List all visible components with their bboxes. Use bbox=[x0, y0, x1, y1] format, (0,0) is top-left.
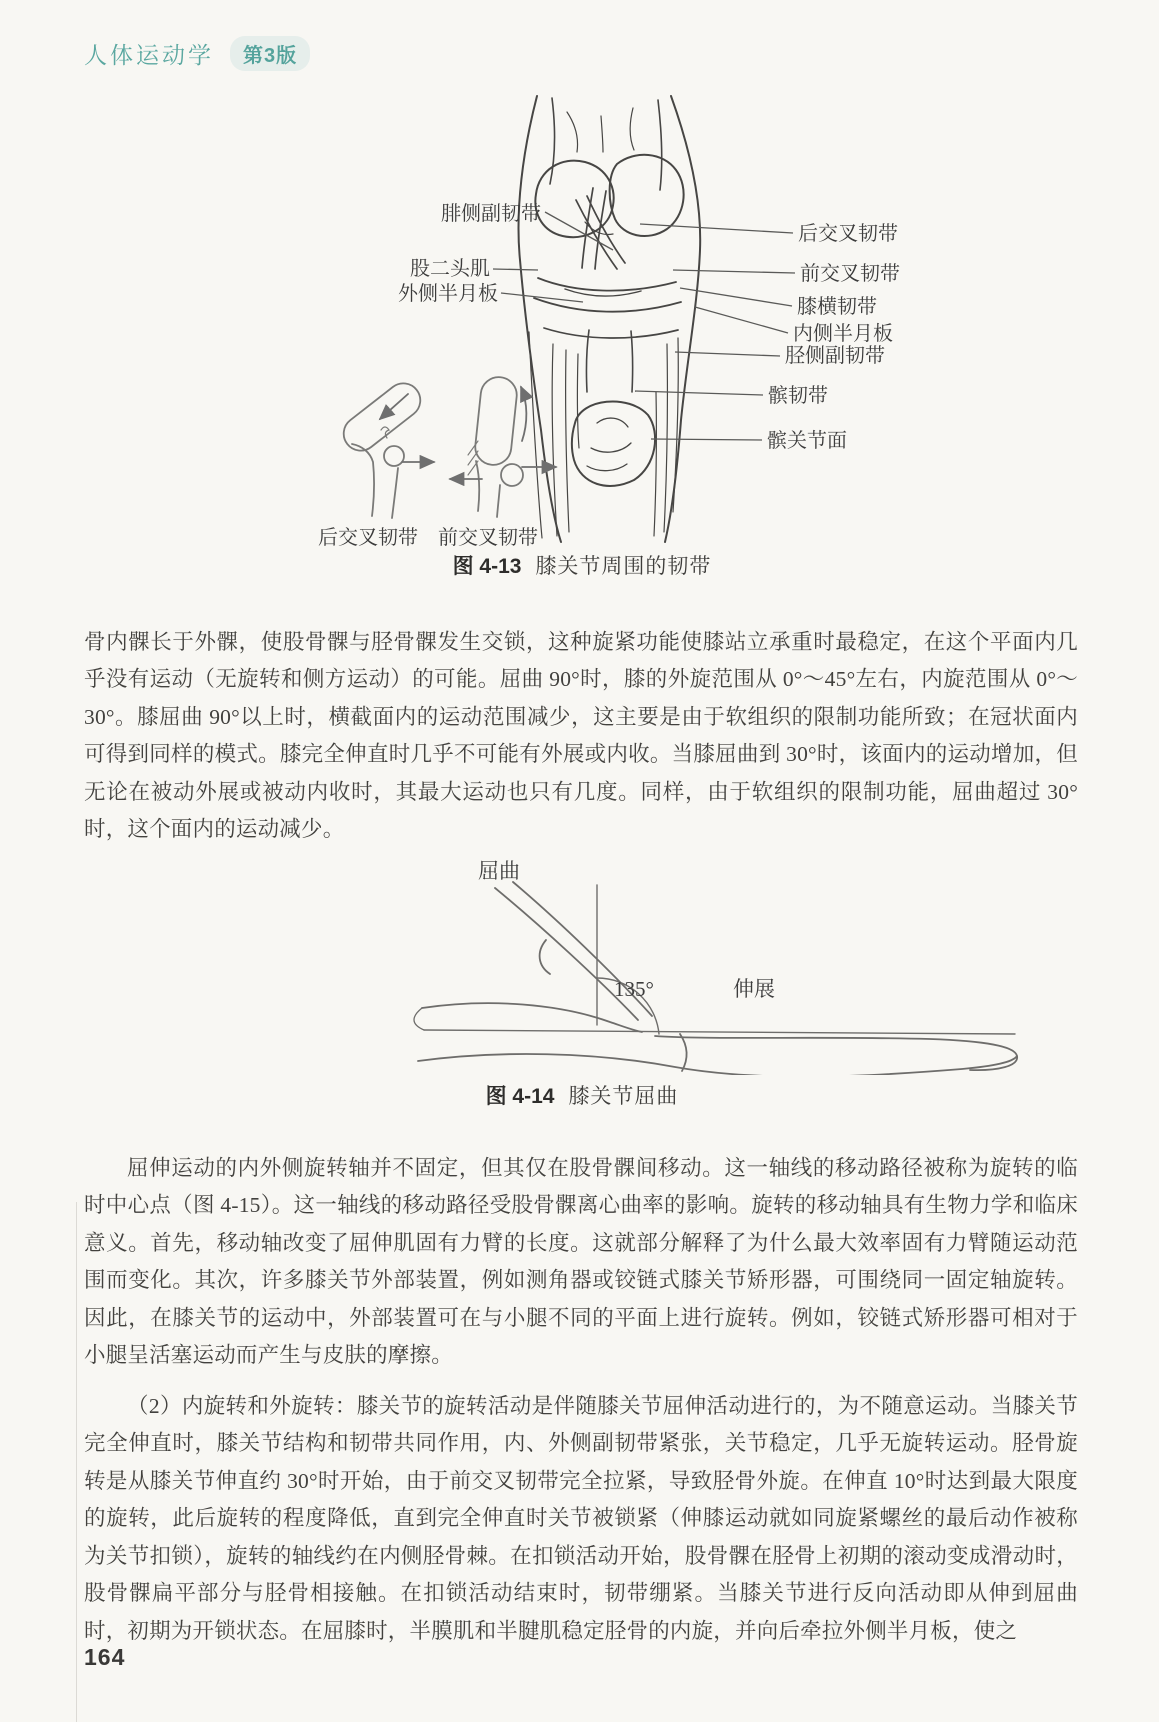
figure-4-14-number: 图 4-14 bbox=[485, 1085, 555, 1108]
paragraph-1: 骨内髁长于外髁，使股骨髁与胫骨髁发生交锁，这种旋紧功能使膝站立承重时最稳定，在这个平面内几乎没有运动（无旋转和侧方运动）的可能。屈曲 90°时，膝的外旋范围从 0°～45°左右，内旋范围从 0°～30°。膝屈曲 90°以上时，横截面内的运动范围减少，这主要是由于软组织的限制功能所致；在冠状面内可得到同样的模式。膝完全伸直时几乎不可能有外展或内收。当膝屈曲到 30°时，该面内的运动增加，但无论在被动外展或被动内收时，其最大运动也只有几度。同样，由于软组织的限制功能，屈曲超过 30°时，这个面内的运动减少。 bbox=[84, 629, 1078, 842]
figure-4-13-number: 图 4-13 bbox=[452, 555, 522, 578]
inset-posterior-cruciate-drawing bbox=[337, 377, 434, 518]
page-number: 164 bbox=[84, 1644, 126, 1670]
label-biceps-femoris: 股二头肌 bbox=[410, 258, 490, 280]
anatomy-labels bbox=[398, 202, 900, 452]
angle-value-label: 135° bbox=[614, 977, 654, 1001]
inset-anterior-cruciate-drawing bbox=[450, 375, 556, 517]
paragraph-3: （2）内旋转和外旋转：膝关节的旋转活动是伴随膝关节屈伸活动进行的，为不随意运动。当膝关节完全伸直时，膝关节结构和韧带共同作用，内、外侧副韧带紧张，关节稳定，几乎无旋转运动。胫骨旋转是从膝关节伸直约 30°时开始，由于前交叉韧带完全拉紧，导致胫骨外旋。在伸直 10°时达到最大限度的旋转，此后旋转的程度降低，直到完全伸直时关节被锁紧（伸膝运动就如同旋紧螺丝的最后动作被称为关节扣锁），旋转的轴线约在内侧胫骨棘。在扣锁活动开始，股骨髁在胫骨上初期的滚动变成滑动时，股骨髁扁平部分与胫骨相接触。在扣锁活动结束时，韧带绷紧。当膝关节进行反向活动即从伸到屈曲时，初期为开锁状态。在屈膝时，半膜肌和半腱肌稳定胫骨的内旋，并向后牵拉外侧半月板，使之 bbox=[84, 1393, 1078, 1644]
knee-flexion-figure bbox=[370, 840, 1040, 1075]
label-posterior-cruciate: 后交叉韧带 bbox=[798, 223, 898, 245]
label-fibular-collateral: 腓侧副韧带 bbox=[441, 203, 541, 225]
label-tibial-collateral: 胫侧副韧带 bbox=[785, 345, 885, 367]
figure-4-13-title: 膝关节周围的韧带 bbox=[535, 554, 712, 578]
extension-label: 伸展 bbox=[733, 977, 775, 1001]
label-transverse-ligament: 膝横韧带 bbox=[797, 296, 877, 318]
label-lateral-meniscus: 外侧半月板 bbox=[398, 283, 498, 305]
label-anterior-cruciate: 前交叉韧带 bbox=[800, 263, 900, 285]
knee-anatomy-figure bbox=[235, 92, 935, 550]
label-medial-meniscus: 内侧半月板 bbox=[793, 323, 893, 345]
figure-4-14-caption bbox=[85, 1080, 1079, 1110]
page-header bbox=[84, 36, 310, 71]
label-patellar-ligament: 髌韧带 bbox=[768, 385, 828, 407]
figure-4-13 bbox=[235, 92, 935, 555]
figure-4-14-title: 膝关节屈曲 bbox=[568, 1084, 679, 1108]
paragraph-2: 屈伸运动的内外侧旋转轴并不固定，但其仅在股骨髁间移动。这一轴线的移动路径被称为旋转的临时中心点（图 4-15）。这一轴线的移动路径受股骨髁离心曲率的影响。旋转的移动轴具有生物力学和临床意义。首先，移动轴改变了屈伸肌固有力臂的长度。这就部分解释了为什么最大效率固有力臂随运动范围而变化。其次，许多膝关节外部装置，例如测角器或铰链式膝关节矫形器，可围绕同一固定轴旋转。因此，在膝关节的运动中，外部装置可在与小腿不同的平面上进行旋转。例如，铰链式矫形器可相对于小腿呈活塞运动而产生与皮肤的摩擦。 bbox=[84, 1155, 1078, 1368]
figure-4-14 bbox=[370, 840, 1040, 1080]
flexion-drawing bbox=[414, 882, 1017, 1075]
inset-label-posterior-cruciate: 后交叉韧带 bbox=[318, 527, 418, 549]
figure-4-13-caption bbox=[85, 550, 1079, 580]
edition-badge: 第3版 bbox=[230, 36, 310, 71]
flexion-label: 屈曲 bbox=[478, 859, 520, 883]
inset-label-anterior-cruciate: 前交叉韧带 bbox=[438, 527, 538, 549]
knee-drawing bbox=[519, 96, 701, 542]
label-patellar-surface: 髌关节面 bbox=[767, 430, 847, 452]
book-title: 人体运动学 bbox=[84, 42, 214, 68]
scan-gutter-line bbox=[76, 1202, 77, 1722]
